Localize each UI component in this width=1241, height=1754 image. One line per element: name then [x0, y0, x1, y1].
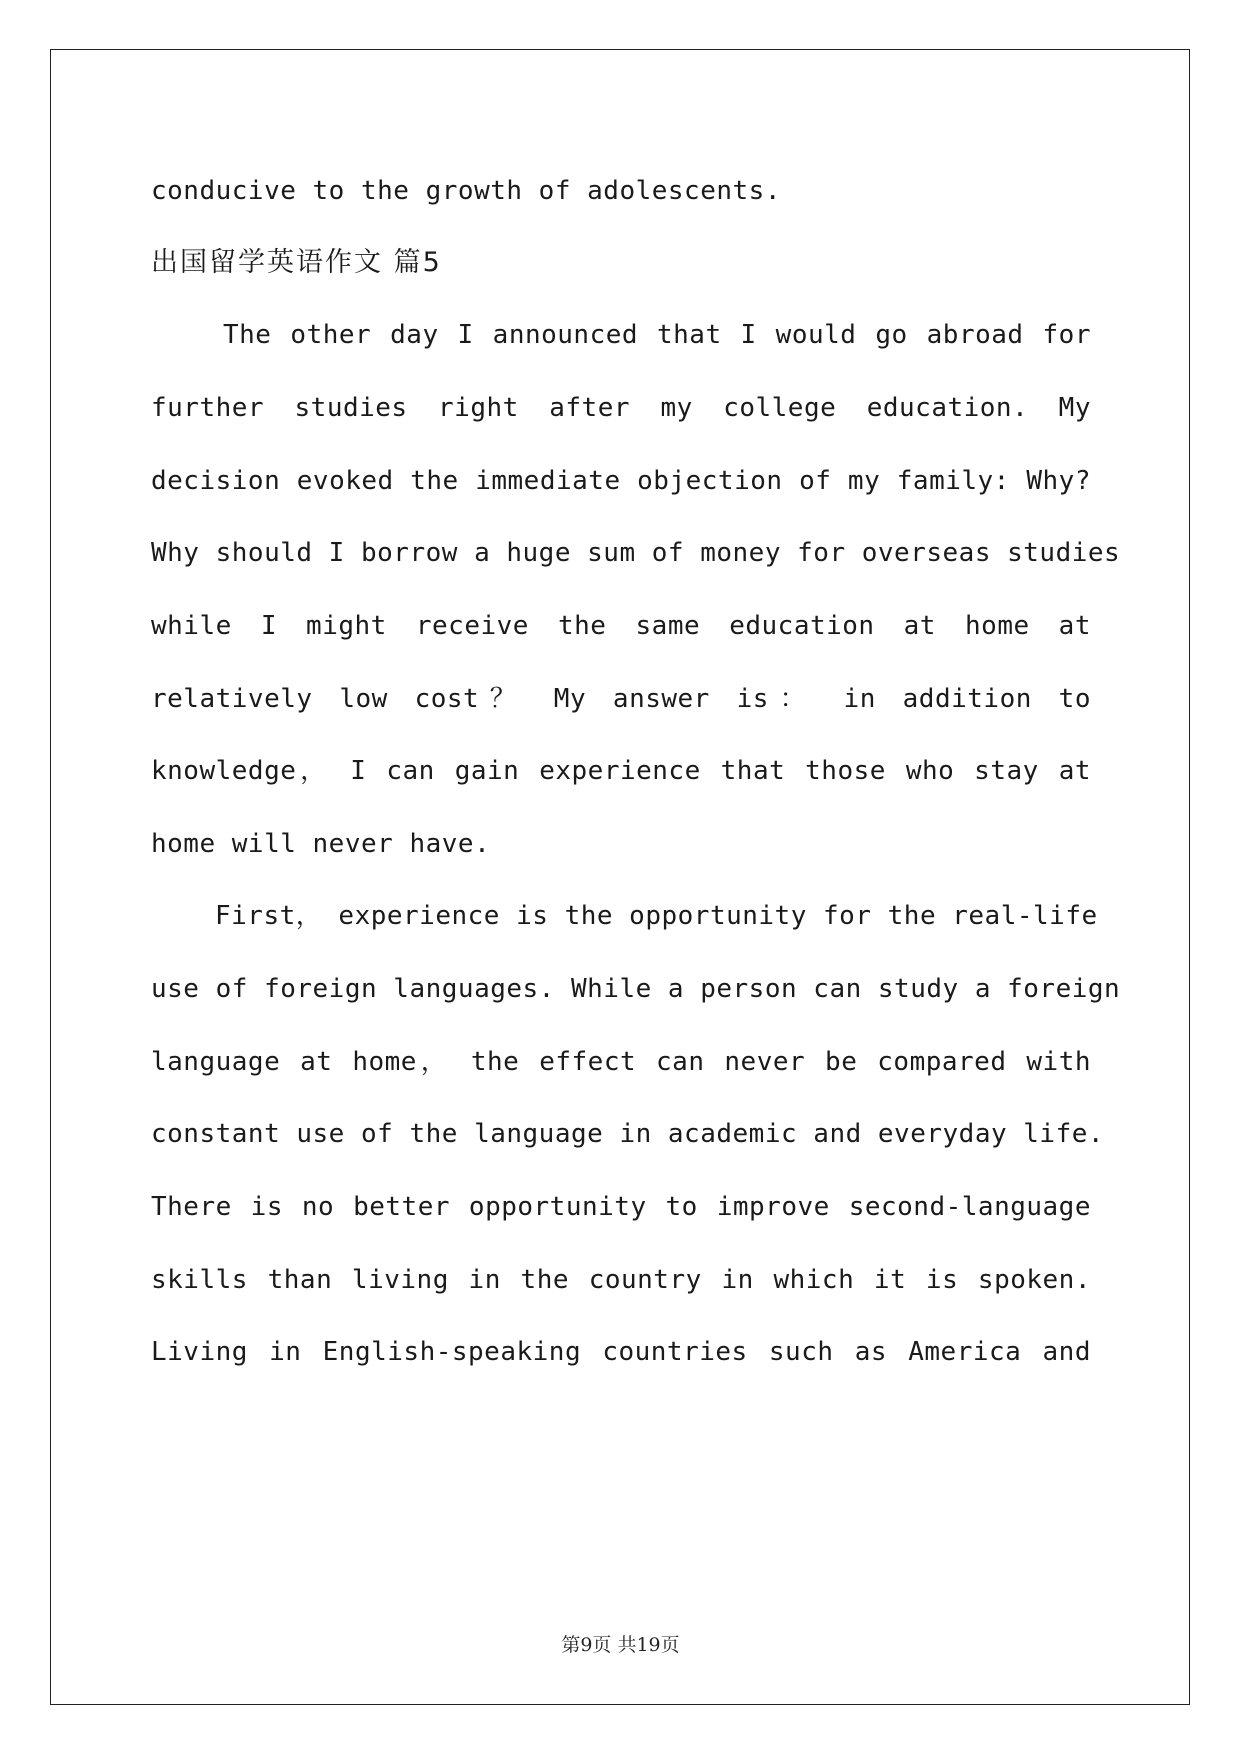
text-line: constant use of the language in academic and everyday life. [151, 1119, 1105, 1149]
text-line: skills than living in the country in which it is spoken. [151, 1265, 1091, 1295]
text-line: conducive to the growth of adolescents. [151, 176, 781, 206]
page-border [50, 49, 1190, 1705]
text-line: Living in English-speaking countries such as America and [151, 1337, 1091, 1367]
text-line: There is no better opportunity to improve second-language [151, 1192, 1091, 1222]
section-heading: 出国留学英语作文 篇5 [151, 247, 442, 278]
text-line: decision evoked the immediate objection of my family: Why? [151, 466, 1091, 496]
text-line: Why should I borrow a huge sum of money for overseas studies [151, 538, 1121, 568]
text-line: relatively low cost？ My answer is： in addition to [151, 684, 1091, 714]
page-number-footer: 第9页 共19页 [561, 1634, 680, 1656]
paragraph-first-line: The other day I announced that I would go abroad for [223, 320, 1091, 350]
text-line: language at home， the effect can never be compared with [151, 1047, 1091, 1077]
text-line: while I might receive the same education at home at [151, 611, 1091, 641]
paragraph-first-line: First， experience is the opportunity for the real-life [215, 901, 1098, 931]
text-line: knowledge， I can gain experience that those who stay at [151, 756, 1091, 786]
text-line: use of foreign languages. While a person can study a foreign [151, 974, 1121, 1004]
text-line: further studies right after my college education. My [151, 393, 1091, 423]
text-line: home will never have. [151, 829, 491, 859]
